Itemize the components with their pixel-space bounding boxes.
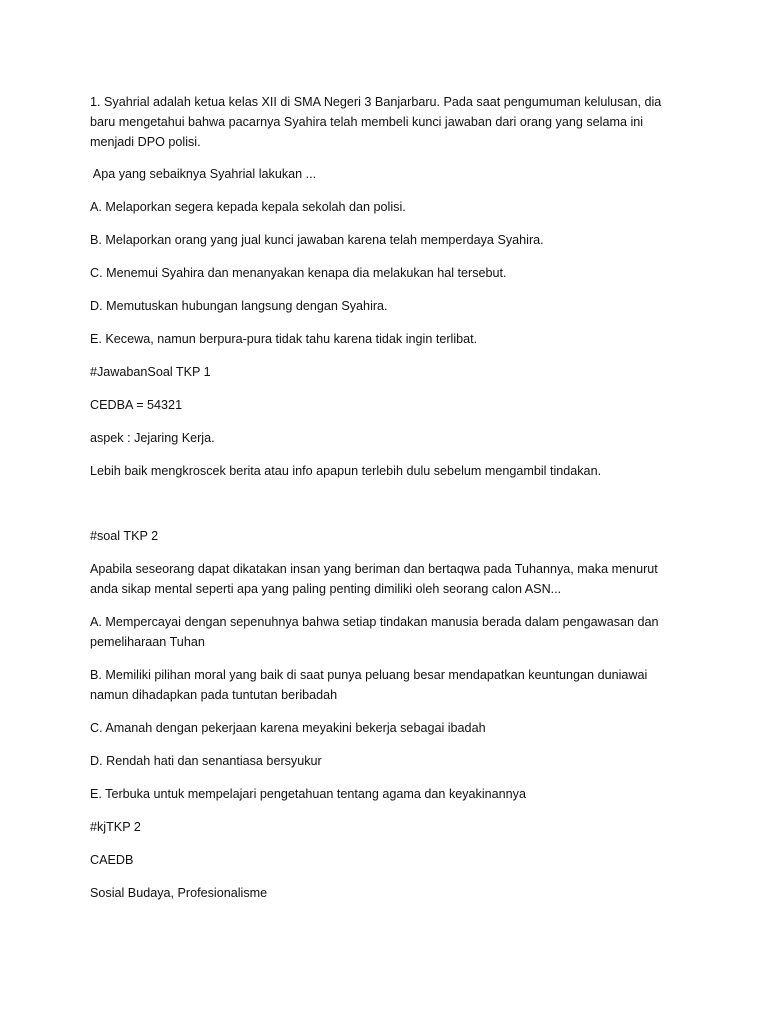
question-1-option-b: B. Melaporkan orang yang jual kunci jawaban karena telah memperdaya Syahira. [90,233,544,247]
answer-2-heading: #kjTKP 2 [90,820,141,834]
document-page [90,92,670,903]
question-2-option-e: E. Terbuka untuk mempelajari pengetahuan tentang agama dan keyakinannya [90,787,526,801]
question-2-option-a: A. Mempercayai dengan sepenuhnya bahwa setiap tindakan manusia berada dalam pengawasan dan pemeliharaan Tuhan [90,615,659,649]
question-2-option-d: D. Rendah hati dan senantiasa bersyukur [90,754,322,768]
question-2-option-b: B. Memiliki pilihan moral yang baik di saat punya peluang besar mendapatkan keuntungan duniawai namun dihadapkan pada tuntutan beribadah [90,668,648,702]
answer-2-aspect: Sosial Budaya, Profesionalisme [90,886,268,900]
answer-1-key: CEDBA = 54321 [90,398,183,412]
answer-2-key: CAEDB [90,853,134,867]
question-1-option-e: E. Kecewa, namun berpura-pura tidak tahu karena tidak ingin terlibat. [90,332,478,346]
question-2-heading: #soal TKP 2 [90,529,159,543]
question-1-text: 1. Syahrial adalah ketua kelas XII di SMA Negeri 3 Banjarbaru. Pada saat pengumuman kelulusan, dia baru mengetahui bahwa pacarnya Syahira telah membeli kunci jawaban dari orang yang selama ini menjadi DPO polisi. [90,95,662,149]
answer-1-note: Lebih baik mengkroscek berita atau info apapun terlebih dulu sebelum mengambil tindakan. [90,464,602,478]
answer-1-heading: #JawabanSoal TKP 1 [90,365,211,379]
question-1-prompt: Apa yang sebaiknya Syahrial lakukan ... [90,167,317,181]
question-2-text: Apabila seseorang dapat dikatakan insan yang beriman dan bertaqwa pada Tuhannya, maka menurut anda sikap mental seperti apa yang paling penting dimiliki oleh seorang calon ASN... [90,562,658,596]
answer-1-aspect: aspek : Jejaring Kerja. [90,431,215,445]
question-1-option-a: A. Melaporkan segera kepada kepala sekolah dan polisi. [90,200,406,214]
question-1-option-c: C. Menemui Syahira dan menanyakan kenapa dia melakukan hal tersebut. [90,266,507,280]
question-2-option-c: C. Amanah dengan pekerjaan karena meyakini bekerja sebagai ibadah [90,721,486,735]
question-1-option-d: D. Memutuskan hubungan langsung dengan Syahira. [90,299,388,313]
